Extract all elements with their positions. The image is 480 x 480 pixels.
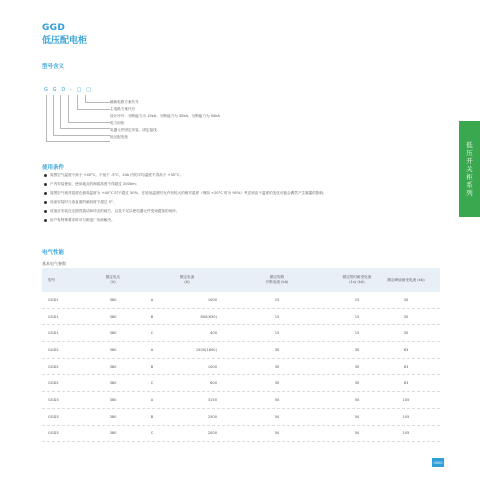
condition-text: 周围空气相对湿度在最高温度为 +40°C 时不超过 50%，在较低温度时允许有较大的相对湿度（例如 +20°C 时为 90%）考虑到由于温度的变化可能会偶然产生凝露的影响； — [50, 191, 327, 195]
column-header-peak: 额定峰值耐受电流 (kA) — [387, 277, 425, 282]
bullet-icon — [44, 174, 47, 177]
model-tree-lines — [46, 95, 116, 143]
condition-item — [44, 173, 183, 178]
table-row — [42, 325, 440, 342]
table-body — [42, 292, 440, 442]
cell-grade: B — [150, 414, 154, 419]
cell-grade: A — [150, 347, 154, 352]
condition-item — [44, 182, 139, 187]
cell-peak: 30 — [403, 314, 409, 319]
cell-current: 1500(1600) — [195, 347, 217, 352]
column-header-breaking: 额定短路 开断电流 (kA) — [265, 275, 289, 284]
cell-model: GGD3 — [48, 414, 59, 419]
cell-grade: C — [150, 331, 154, 336]
cell-peak: 105 — [402, 414, 410, 419]
cell-breaking: 50 — [274, 431, 280, 436]
cell-current: 600(630) — [200, 314, 217, 319]
condition-item — [44, 209, 179, 214]
bullet-icon — [44, 192, 47, 195]
bullet-icon — [44, 201, 47, 204]
cell-current: 400 — [210, 331, 217, 336]
cell-voltage: 380 — [109, 431, 117, 436]
cell-current: 1000 — [207, 297, 217, 302]
cell-breaking: 30 — [274, 364, 280, 369]
cell-voltage: 380 — [109, 381, 117, 386]
cell-peak: 105 — [402, 431, 410, 436]
cell-breaking: 50 — [274, 397, 280, 402]
cell-short-time: 15 — [354, 297, 360, 302]
parameters-table — [42, 268, 440, 442]
cell-grade: C — [150, 381, 154, 386]
cell-model: GGD2 — [48, 381, 59, 386]
condition-item — [44, 191, 327, 196]
cell-model: GGD2 — [48, 364, 59, 369]
cell-current: 2000 — [207, 431, 217, 436]
meaning-item: 电力用柜 — [110, 121, 125, 125]
cell-peak: 63 — [403, 381, 409, 386]
cell-peak: 63 — [403, 347, 409, 352]
cell-short-time: 50 — [354, 397, 360, 402]
column-header-current: 额定电流 (A) — [179, 275, 195, 284]
bullet-icon — [44, 219, 47, 222]
electrical-subheading: 基本电气参数 — [42, 261, 66, 266]
cell-voltage: 380 — [109, 347, 117, 352]
table-row — [42, 359, 440, 376]
condition-item — [44, 218, 115, 223]
cell-breaking: 15 — [274, 297, 280, 302]
cell-peak: 30 — [403, 297, 409, 302]
cell-breaking: 50 — [274, 414, 280, 419]
cell-voltage: 380 — [109, 364, 117, 369]
cell-grade: B — [150, 364, 154, 369]
meaning-item: 主电路方案代号 — [110, 107, 136, 111]
cell-current: 600 — [210, 381, 217, 386]
cell-peak: 63 — [403, 364, 409, 369]
condition-text: 户内安装使用，使用地点的海拔高度不得超过 2000m； — [50, 182, 140, 186]
cell-breaking: 15 — [274, 331, 280, 336]
condition-text: 设备安装时与垂直面的倾斜度不超过 5°； — [50, 200, 117, 204]
table-row — [42, 392, 440, 409]
cell-short-time: 30 — [354, 347, 360, 352]
cell-peak: 30 — [403, 331, 409, 336]
cell-model: GGD2 — [48, 347, 59, 352]
bullet-icon — [44, 183, 47, 186]
cell-breaking: 30 — [274, 347, 280, 352]
side-tab-label: 低 压 开 关 柜 系 列 — [466, 141, 473, 197]
cell-model: GGD3 — [48, 397, 59, 402]
meaning-item: 低压配电柜 — [110, 135, 128, 139]
cell-peak: 105 — [402, 397, 410, 402]
title-en: GGD — [42, 23, 66, 33]
table-row — [42, 375, 440, 392]
cell-current: 2500 — [207, 414, 217, 419]
table-row — [42, 342, 440, 359]
cell-current: 1000 — [207, 364, 217, 369]
cell-model: GGD1 — [48, 331, 59, 336]
meaning-item: 电器元件固定安装、固定接线 — [110, 128, 157, 132]
cell-breaking: 15 — [274, 314, 280, 319]
page-number: 0000 — [432, 458, 444, 467]
cell-voltage: 380 — [109, 314, 117, 319]
table-row — [42, 409, 440, 426]
bullet-icon — [44, 210, 47, 213]
cell-short-time: 50 — [354, 431, 360, 436]
model-section-heading: 型号含义 — [42, 64, 65, 70]
condition-text: 设备应安装在无剧烈震动和冲击的地方，以及不足以使电器元件受到腐蚀的场所； — [50, 209, 180, 213]
cell-voltage: 380 — [109, 397, 117, 402]
cell-model: GGD1 — [48, 314, 59, 319]
meaning-item: 辅助电路方案代号 — [110, 100, 139, 104]
condition-item — [44, 200, 116, 205]
cell-grade: B — [150, 314, 154, 319]
column-header-model: 型号 — [48, 277, 56, 282]
table-row — [42, 426, 440, 443]
condition-text: 周围空气温度不高于 +40°C，不低于 -5°C，24h 内的平均温度不得高于 +35°C； — [50, 173, 183, 177]
conditions-heading: 使用条件 — [42, 165, 65, 171]
cell-grade: A — [150, 297, 154, 302]
cell-current: 3150 — [207, 397, 217, 402]
cell-voltage: 380 — [109, 297, 117, 302]
cell-short-time: 50 — [354, 414, 360, 419]
cell-grade: A — [150, 397, 154, 402]
table-row — [42, 309, 440, 326]
model-code: G G D - □ □ — [44, 87, 93, 93]
condition-text: 用户有特殊要求时可与制造厂协商解决。 — [50, 218, 115, 222]
cell-short-time: 30 — [354, 364, 360, 369]
cell-short-time: 15 — [354, 314, 360, 319]
cell-short-time: 15 — [354, 331, 360, 336]
side-category-tab[interactable] — [459, 121, 480, 217]
cell-model: GGD3 — [48, 431, 59, 436]
cell-voltage: 380 — [109, 331, 117, 336]
table-row — [42, 292, 440, 309]
electrical-heading: 电气性能 — [42, 250, 65, 256]
cell-grade: C — [150, 431, 154, 436]
meaning-item: 设计序号：分断能力为 15kA、分断能力为 30kA、分断能力为 50kA — [110, 114, 220, 118]
cell-model: GGD1 — [48, 297, 59, 302]
page-title: 低压配电柜 — [42, 36, 88, 46]
cell-short-time: 30 — [354, 381, 360, 386]
cell-breaking: 30 — [274, 381, 280, 386]
cell-voltage: 380 — [109, 414, 117, 419]
column-header-short-time: 额定短时耐受电流 (1s) (kA) — [342, 275, 372, 284]
table-header — [42, 268, 440, 292]
column-header-voltage: 额定电压 (V) — [105, 275, 121, 284]
